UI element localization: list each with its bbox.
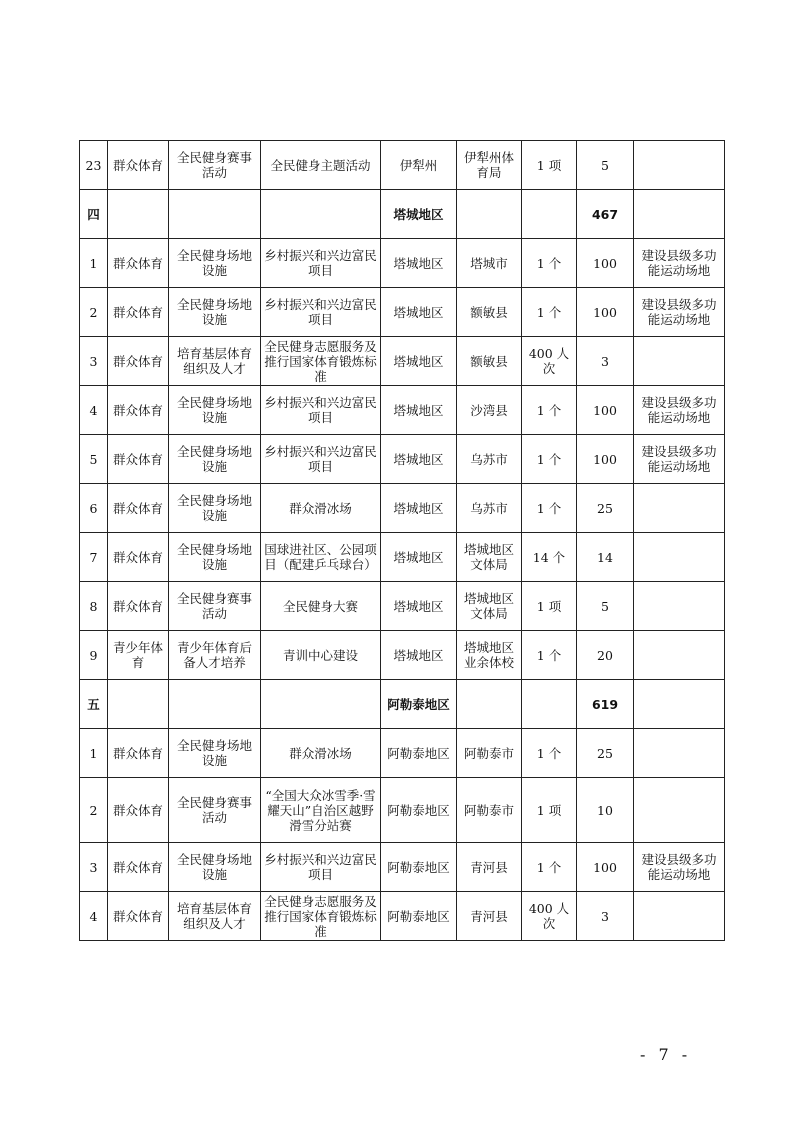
cell-quantity: 14 个: [522, 533, 577, 582]
cell-implementing-unit: [457, 190, 522, 239]
cell-subcategory: 全民健身场地设施: [169, 484, 261, 533]
cell-subcategory: 全民健身场地设施: [169, 239, 261, 288]
cell-region: 塔城地区: [381, 533, 457, 582]
cell-region: 塔城地区: [381, 190, 457, 239]
cell-implementing-unit: 伊犁州体育局: [457, 141, 522, 190]
cell-project-name: “全国大众冰雪季·雪耀天山”自治区越野滑雪分站赛: [261, 778, 381, 843]
cell-amount: 100: [577, 288, 634, 337]
table-row: [80, 288, 725, 337]
cell-category: 群众体育: [108, 337, 169, 386]
cell-remark: [634, 484, 725, 533]
table-row: [80, 631, 725, 680]
cell-quantity: 1 个: [522, 239, 577, 288]
cell-quantity: 1 个: [522, 484, 577, 533]
cell-project-name: 全民健身大赛: [261, 582, 381, 631]
cell-amount: 5: [577, 141, 634, 190]
cell-project-name: 群众滑冰场: [261, 729, 381, 778]
cell-remark: 建设县级多功能运动场地: [634, 435, 725, 484]
cell-category: 群众体育: [108, 533, 169, 582]
cell-project-name: [261, 190, 381, 239]
cell-project-name: 全民健身主题活动: [261, 141, 381, 190]
cell-implementing-unit: 额敏县: [457, 288, 522, 337]
cell-quantity: 1 个: [522, 386, 577, 435]
cell-quantity: 1 项: [522, 778, 577, 843]
cell-category: 群众体育: [108, 239, 169, 288]
cell-region: 阿勒泰地区: [381, 778, 457, 843]
cell-project-name: [261, 680, 381, 729]
cell-implementing-unit: [457, 680, 522, 729]
cell-region: 阿勒泰地区: [381, 729, 457, 778]
cell-amount: 14: [577, 533, 634, 582]
cell-implementing-unit: 青河县: [457, 843, 522, 892]
cell-quantity: [522, 680, 577, 729]
cell-row-index: 2: [80, 288, 108, 337]
cell-row-index: 1: [80, 729, 108, 778]
cell-row-index: 2: [80, 778, 108, 843]
cell-quantity: 1 个: [522, 288, 577, 337]
cell-amount: 25: [577, 484, 634, 533]
table-row: [80, 778, 725, 843]
cell-row-index: 4: [80, 892, 108, 941]
cell-implementing-unit: 塔城地区文体局: [457, 533, 522, 582]
cell-project-name: 青训中心建设: [261, 631, 381, 680]
cell-category: 群众体育: [108, 582, 169, 631]
region-header-row: [80, 680, 725, 729]
cell-row-index: 23: [80, 141, 108, 190]
cell-quantity: 1 项: [522, 141, 577, 190]
cell-amount: 100: [577, 843, 634, 892]
cell-amount: 5: [577, 582, 634, 631]
cell-implementing-unit: 塔城地区业余体校: [457, 631, 522, 680]
table-row: [80, 582, 725, 631]
cell-amount: 100: [577, 386, 634, 435]
cell-project-name: 乡村振兴和兴边富民项目: [261, 239, 381, 288]
cell-region: 塔城地区: [381, 631, 457, 680]
cell-remark: [634, 190, 725, 239]
cell-amount: 10: [577, 778, 634, 843]
cell-category: 群众体育: [108, 435, 169, 484]
cell-region: 塔城地区: [381, 288, 457, 337]
table-row: [80, 435, 725, 484]
cell-region: 伊犁州: [381, 141, 457, 190]
table-row: [80, 892, 725, 941]
cell-region: 塔城地区: [381, 386, 457, 435]
cell-quantity: 1 个: [522, 631, 577, 680]
cell-remark: [634, 631, 725, 680]
cell-category: [108, 190, 169, 239]
cell-remark: [634, 892, 725, 941]
cell-amount: 20: [577, 631, 634, 680]
cell-subcategory: 全民健身场地设施: [169, 386, 261, 435]
cell-remark: [634, 729, 725, 778]
cell-subcategory: 全民健身场地设施: [169, 533, 261, 582]
cell-implementing-unit: 阿勒泰市: [457, 778, 522, 843]
cell-remark: [634, 680, 725, 729]
cell-row-index: 9: [80, 631, 108, 680]
cell-implementing-unit: 青河县: [457, 892, 522, 941]
cell-category: 群众体育: [108, 386, 169, 435]
cell-remark: 建设县级多功能运动场地: [634, 288, 725, 337]
cell-region: 塔城地区: [381, 337, 457, 386]
cell-category: 群众体育: [108, 729, 169, 778]
cell-project-name: 群众滑冰场: [261, 484, 381, 533]
cell-remark: [634, 533, 725, 582]
table-row: [80, 843, 725, 892]
cell-project-name: 国球进社区、公园项目（配建乒乓球台）: [261, 533, 381, 582]
cell-row-index: 1: [80, 239, 108, 288]
cell-project-name: 全民健身志愿服务及推行国家体育锻炼标准: [261, 337, 381, 386]
cell-row-index: 4: [80, 386, 108, 435]
cell-row-index: 7: [80, 533, 108, 582]
cell-subcategory: 全民健身场地设施: [169, 288, 261, 337]
cell-subcategory: 全民健身场地设施: [169, 729, 261, 778]
cell-quantity: 1 个: [522, 729, 577, 778]
page-number: - 7 -: [640, 1045, 692, 1064]
cell-subcategory: 青少年体育后备人才培养: [169, 631, 261, 680]
cell-implementing-unit: 沙湾县: [457, 386, 522, 435]
cell-implementing-unit: 塔城市: [457, 239, 522, 288]
cell-subcategory: 培育基层体育组织及人才: [169, 337, 261, 386]
cell-row-index: 3: [80, 843, 108, 892]
cell-amount: 619: [577, 680, 634, 729]
table-row: [80, 533, 725, 582]
cell-project-name: 乡村振兴和兴边富民项目: [261, 288, 381, 337]
cell-quantity: 400 人次: [522, 337, 577, 386]
cell-category: 群众体育: [108, 288, 169, 337]
cell-implementing-unit: 乌苏市: [457, 484, 522, 533]
cell-region: 塔城地区: [381, 239, 457, 288]
cell-subcategory: 全民健身赛事活动: [169, 778, 261, 843]
cell-project-name: 乡村振兴和兴边富民项目: [261, 386, 381, 435]
cell-amount: 3: [577, 337, 634, 386]
cell-region: 塔城地区: [381, 435, 457, 484]
cell-project-name: 全民健身志愿服务及推行国家体育锻炼标准: [261, 892, 381, 941]
cell-subcategory: 全民健身赛事活动: [169, 141, 261, 190]
cell-region: 塔城地区: [381, 582, 457, 631]
cell-quantity: 1 个: [522, 843, 577, 892]
allocation-table: [79, 140, 725, 941]
cell-implementing-unit: 阿勒泰市: [457, 729, 522, 778]
cell-remark: [634, 778, 725, 843]
cell-category: 青少年体育: [108, 631, 169, 680]
cell-subcategory: [169, 680, 261, 729]
cell-category: 群众体育: [108, 892, 169, 941]
cell-row-index: 四: [80, 190, 108, 239]
table-row: [80, 386, 725, 435]
cell-row-index: 3: [80, 337, 108, 386]
cell-region: 阿勒泰地区: [381, 892, 457, 941]
table-row: [80, 484, 725, 533]
cell-amount: 100: [577, 435, 634, 484]
cell-subcategory: [169, 190, 261, 239]
cell-subcategory: 全民健身场地设施: [169, 435, 261, 484]
cell-project-name: 乡村振兴和兴边富民项目: [261, 843, 381, 892]
cell-remark: [634, 337, 725, 386]
cell-quantity: 400 人次: [522, 892, 577, 941]
table-row: [80, 729, 725, 778]
cell-subcategory: 培育基层体育组织及人才: [169, 892, 261, 941]
cell-remark: 建设县级多功能运动场地: [634, 239, 725, 288]
cell-quantity: 1 个: [522, 435, 577, 484]
cell-row-index: 8: [80, 582, 108, 631]
cell-remark: 建设县级多功能运动场地: [634, 386, 725, 435]
cell-remark: [634, 141, 725, 190]
table-row: [80, 141, 725, 190]
cell-category: 群众体育: [108, 778, 169, 843]
cell-category: 群众体育: [108, 484, 169, 533]
cell-category: [108, 680, 169, 729]
cell-subcategory: 全民健身场地设施: [169, 843, 261, 892]
cell-implementing-unit: 乌苏市: [457, 435, 522, 484]
cell-region: 阿勒泰地区: [381, 843, 457, 892]
cell-region: 阿勒泰地区: [381, 680, 457, 729]
cell-remark: 建设县级多功能运动场地: [634, 843, 725, 892]
cell-row-index: 五: [80, 680, 108, 729]
cell-category: 群众体育: [108, 141, 169, 190]
region-header-row: [80, 190, 725, 239]
cell-amount: 25: [577, 729, 634, 778]
cell-amount: 467: [577, 190, 634, 239]
cell-quantity: [522, 190, 577, 239]
cell-project-name: 乡村振兴和兴边富民项目: [261, 435, 381, 484]
cell-amount: 3: [577, 892, 634, 941]
cell-category: 群众体育: [108, 843, 169, 892]
table-row: [80, 239, 725, 288]
cell-amount: 100: [577, 239, 634, 288]
table-row: [80, 337, 725, 386]
cell-region: 塔城地区: [381, 484, 457, 533]
cell-implementing-unit: 额敏县: [457, 337, 522, 386]
cell-quantity: 1 项: [522, 582, 577, 631]
cell-row-index: 6: [80, 484, 108, 533]
cell-implementing-unit: 塔城地区文体局: [457, 582, 522, 631]
cell-remark: [634, 582, 725, 631]
cell-row-index: 5: [80, 435, 108, 484]
cell-subcategory: 全民健身赛事活动: [169, 582, 261, 631]
